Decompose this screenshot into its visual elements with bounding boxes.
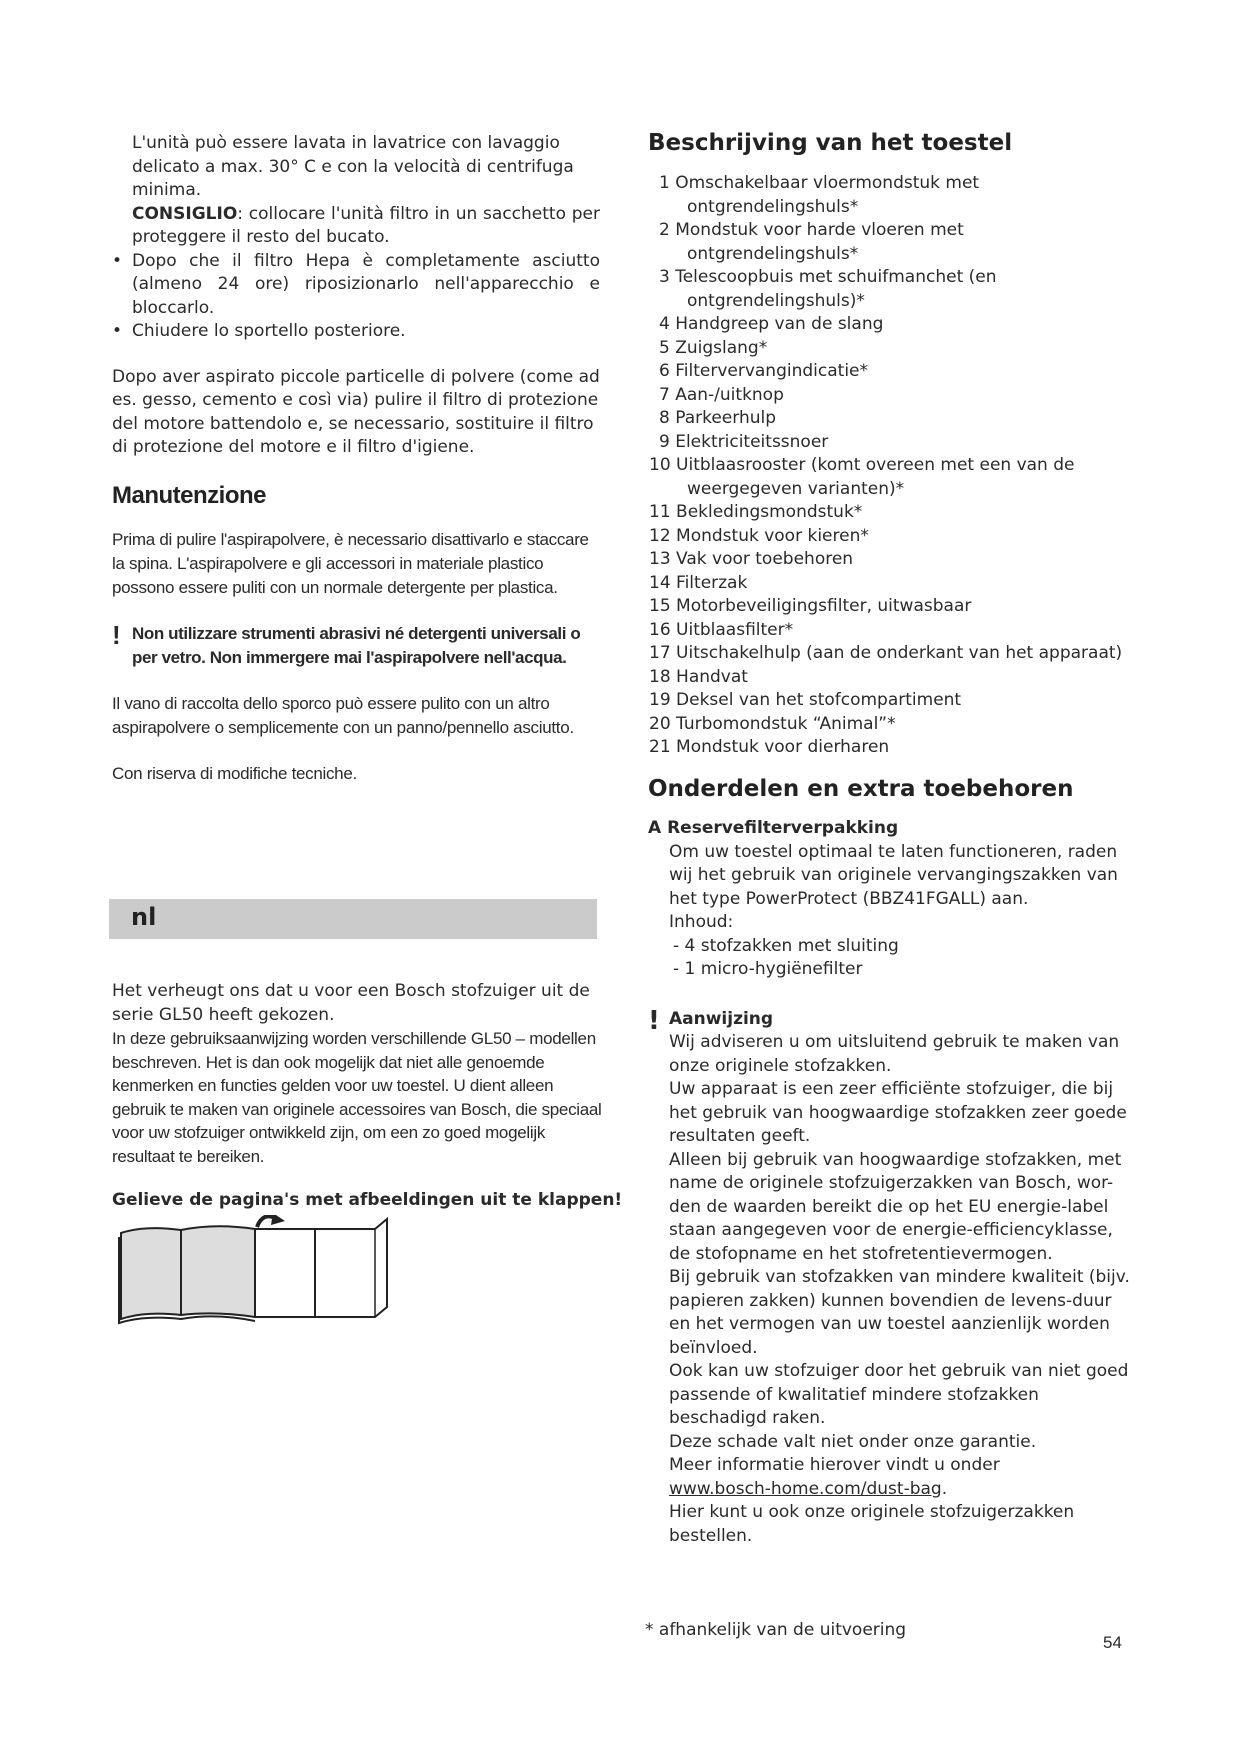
parts-list <box>648 172 1138 760</box>
reserve-note: Con riserva di modifiche tecniche. <box>112 763 357 783</box>
dutch-section <box>648 130 1138 1548</box>
tip-text: : collocare l'unità filtro in un sacchetto per proteggere il resto del bucato. <box>132 203 600 247</box>
maintenance-text: Prima di pulire l'aspirapolvere, è necessario disattivarlo e staccare la spina. L'aspirapolvere e gli accessori in materiale plastico possono essere puliti con un normale detergente per plastica. <box>112 529 589 597</box>
bullet-item: • Dopo che il filtro Hepa è completamente asciutto (almeno 24 ore) riposizionarlo nell'apparecchio e bloccarlo. <box>112 250 600 321</box>
footer-note: * afhankelijk van de uitvoering <box>645 1620 907 1640</box>
parts-heading: Onderdelen en extra toebehoren <box>648 775 1074 802</box>
language-code: nl <box>131 903 157 931</box>
note-paragraph: Uw apparaat is een zeer efficiënte stofzuiger, die bij het gebruik van hoogwaardige stofzakken zeer goede resultaten geeft. <box>669 1079 1127 1146</box>
part-item: 4 Handgreep van de slang <box>659 314 884 334</box>
tip-label: CONSIGLIO <box>132 203 238 224</box>
maintenance-heading: Manutenzione <box>112 481 266 509</box>
part-item: 14 Filterzak <box>649 572 748 593</box>
warning-text: Non utilizzare strumenti abrasivi né detergenti universali o per vetro. Non immergere mai l'aspirapolvere nell'acqua. <box>132 623 581 667</box>
note-heading: Aanwijzing <box>669 1008 774 1029</box>
part-item: 16 Uitblaasfilter* <box>649 619 794 640</box>
bullet-item: • Chiudere lo sportello posteriore. <box>112 320 600 344</box>
dust-bag-link[interactable]: www.bosch-home.com/dust-bag <box>669 1478 942 1499</box>
intro-paragraph: In deze gebruiksaanwijzing worden verschillende GL50 – modellen beschreven. Het is dan ook mogelijk dat niet alle genoemde kenmerken en functies gelden voor uw toestel. U dient alleen gebruik te maken van originele accessoires van Bosch, die speciaal voor uw stofzuiger ontwikkeld zijn, om een zo goed mogelijk resultaat te bereiken. <box>112 1029 602 1166</box>
italian-section <box>112 132 600 786</box>
link-suffix: . <box>941 1478 948 1499</box>
warning-block <box>112 619 600 670</box>
booklet-illustration <box>115 1215 395 1335</box>
note-paragraph: Deze schade valt niet onder onze garantie. <box>669 1431 1037 1452</box>
part-item: 3 Telescoopbuis met schuifmanchet (en ontgrendelingshuls)* <box>659 267 997 311</box>
part-item: 15 Motorbeveiligingsfilter, uitwasbaar <box>649 596 972 616</box>
dust-note: Dopo aver aspirato piccole particelle di polvere (come ad es. gesso, cemento e così via) pulire il filtro di protezione del motore battendolo e, se necessario, sostituire il filtro di protezione del motore e il filtro d'igiene. <box>112 366 600 457</box>
language-bar <box>109 899 597 939</box>
part-item: 19 Deksel van het stofcompartiment <box>649 690 962 710</box>
part-item: 21 Mondstuk voor dierharen <box>649 737 890 757</box>
link-line <box>669 1478 1138 1502</box>
exclamation-icon: ! <box>112 619 121 650</box>
part-item: 8 Parkeerhulp <box>659 408 777 428</box>
wash-instructions: L'unità può essere lavata in lavatrice con lavaggio delicato a max. 30° C e con la velocità di centrifuga minima. <box>132 133 574 200</box>
fold-out-note: Gelieve de pagina's met afbeeldingen uit te klappen! <box>112 1190 623 1210</box>
note-paragraph: Ook kan uw stofzuiger door het gebruik van niet goed passende of kwalitatief mindere stofzakken beschadigd raken. <box>669 1361 1129 1428</box>
part-item: 9 Elektriciteitssnoer <box>659 431 829 452</box>
parts-text: Om uw toestel optimaal te laten functioneren, raden wij het gebruik van originele vervangingszakken van het type PowerProtect (BBZ41FGALL) aan. <box>669 841 1118 909</box>
part-item: 13 Vak voor toebehoren <box>649 549 854 569</box>
part-item: 1 Omschakelbaar vloermondstuk met ontgrendelingshuls* <box>659 173 980 217</box>
dutch-intro <box>112 980 602 1168</box>
contents-item: - 4 stofzakken met sluiting <box>673 935 899 956</box>
description-heading: Beschrijving van het toestel <box>648 130 1013 156</box>
part-item: 5 Zuigslang* <box>659 337 768 358</box>
note-paragraph: Alleen bij gebruik van hoogwaardige stofzakken, met name de originele stofzuigerzakken van Bosch, wor-den de waarden bereikt die op het EU energie-label staan aangegeven voor de energie-efficiencyklasse, de stofopname en het stofretentievermogen. <box>669 1149 1122 1264</box>
part-item: 18 Handvat <box>649 666 748 687</box>
tip-paragraph <box>112 203 600 250</box>
parts-subheading: A Reservefilterverpakking <box>648 817 899 838</box>
exclamation-icon: ! <box>648 1005 660 1036</box>
part-item: 7 Aan-/uitknop <box>659 384 784 405</box>
part-item: 10 Uitblaasrooster (komt overeen met een van de weergegeven varianten)* <box>649 455 1075 499</box>
container-text: Il vano di raccolta dello sporco può essere pulito con un altro aspirapolvere o semplicemente con un panno/pennello asciutto. <box>112 693 574 737</box>
contents-item: - 1 micro-hygiënefilter <box>673 959 863 979</box>
part-item: 2 Mondstuk voor harde vloeren met ontgrendelingshuls* <box>659 220 964 264</box>
page-number: 54 <box>1103 1633 1122 1652</box>
contents-label: Inhoud: <box>669 912 734 932</box>
order-text: Hier kunt u ook onze originele stofzuigerzakken bestellen. <box>669 1502 1075 1546</box>
note-paragraph: Wij adviseren u om uitsluitend gebruik te maken van onze originele stofzakken. <box>669 1032 1120 1076</box>
part-item: 11 Bekledingsmondstuk* <box>649 502 863 522</box>
more-info: Meer informatie hierover vindt u onder <box>669 1455 1000 1475</box>
intro-paragraph: Het verheugt ons dat u voor een Bosch stofzuiger uit de serie GL50 heeft gekozen. <box>112 981 590 1025</box>
part-item: 17 Uitschakelhulp (aan de onderkant van het apparaat) <box>649 643 1123 663</box>
note-paragraph: Bij gebruik van stofzakken van mindere kwaliteit (bijv. papieren zakken) kunnen bovendien de levens-duur en het vermogen van uw toestel aanzienlijk worden beïnvloed. <box>669 1267 1130 1358</box>
part-item: 6 Filtervervangindicatie* <box>659 361 868 381</box>
note-block <box>648 1005 1138 1549</box>
part-item: 20 Turbomondstuk “Animal”* <box>649 713 896 734</box>
part-item: 12 Mondstuk voor kieren* <box>649 525 869 546</box>
